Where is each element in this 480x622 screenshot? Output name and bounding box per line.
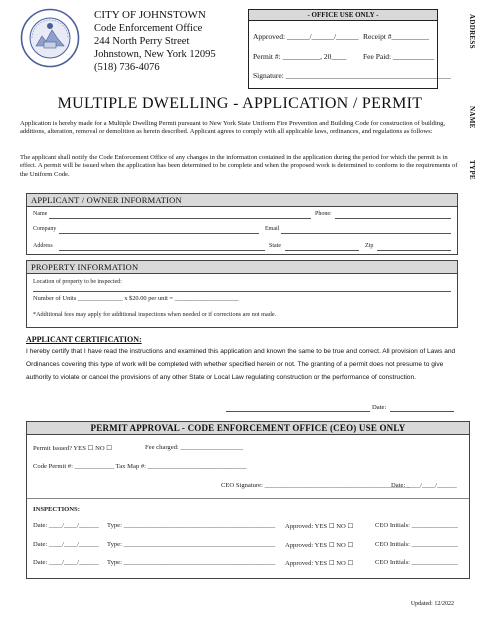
street-address: 244 North Perry Street (94, 36, 190, 47)
name-label: Name (33, 211, 48, 217)
permit-approval-section (26, 421, 470, 579)
email-input[interactable] (281, 233, 451, 234)
inspection-type-field[interactable]: Type: ______________________________________________ (107, 522, 276, 529)
property-information-section (26, 260, 458, 328)
fee-paid-field[interactable]: Fee Paid: ___________ (363, 52, 435, 61)
office-signature-field[interactable]: Signature: ____________________________________________ (253, 71, 451, 80)
approval-section-header: PERMIT APPROVAL - CODE ENFORCEMENT OFFICE (CEO) USE ONLY (27, 422, 469, 435)
state-input[interactable] (285, 250, 359, 251)
approval-divider (27, 498, 469, 499)
inspection-type-field[interactable]: Type: ______________________________________________ (107, 541, 276, 548)
intro-paragraph-1: Application is hereby made for a Multiple Dwelling Permit pursuant to New York State Uniform Fire Prevention and Building Code for construction of building, additions, alteration, removal or demolition as herein described. Applicant agrees to comply with all applicable laws, ordinances, and regulations as follows: (20, 120, 446, 136)
address-input[interactable] (59, 250, 265, 251)
zip-label: Zip (365, 243, 374, 249)
inspection-type-field[interactable]: Type: ______________________________________________ (107, 559, 276, 566)
inspection-ceo-initials-field[interactable]: CEO Initials: ______________ (375, 559, 458, 566)
property-section-header: PROPERTY INFORMATION (27, 261, 457, 274)
fee-charged-field[interactable]: Fee charged: ___________________ (145, 444, 244, 451)
certification-date-input[interactable] (390, 411, 454, 412)
inspection-date-field[interactable]: Date: ____/____/______ (33, 541, 99, 548)
company-label: Company (33, 226, 57, 232)
office-address-block (94, 9, 216, 74)
certification-heading: APPLICANT CERTIFICATION: (26, 335, 142, 344)
intro-paragraph-2: The applicant shall notify the Code Enforcement Office of any changes in the information contained in the application during the period for which the permit is in effect. A permit will be issued when the application has been determined to be complete and when the proposed work is determined to conform to the requirements of the Uniform Code. (20, 154, 458, 178)
city-state-zip: Johnstown, New York 12095 (94, 49, 216, 60)
inspection-approved-checkboxes[interactable]: Approved: YES ☐ NO ☐ (285, 560, 354, 567)
page-title: MULTIPLE DWELLING - APPLICATION / PERMIT (57, 95, 423, 112)
inspections-label: INSPECTIONS: (33, 506, 80, 513)
approved-field[interactable]: Approved: ______/______/______ (253, 32, 359, 41)
email-label: Email (265, 226, 280, 232)
phone-label: Phone: (315, 211, 332, 217)
inspection-approved-checkboxes[interactable]: Approved: YES ☐ NO ☐ (285, 542, 354, 549)
side-label-type: TYPE (468, 160, 476, 180)
phone-input[interactable] (335, 218, 451, 219)
city-name: CITY OF JOHNSTOWN (94, 9, 206, 21)
ceo-signature-field[interactable]: CEO Signature: ____________________________________________ (221, 482, 410, 489)
additional-fees-note: *Additional fees may apply for additional inspections when needed or if corrections are not made. (33, 311, 277, 318)
office-phone: (518) 736-4076 (94, 62, 160, 73)
permit-issued-checkboxes[interactable]: Permit Issued? YES ☐ NO ☐ (33, 445, 113, 452)
department-name: Code Enforcement Office (94, 23, 203, 34)
company-input[interactable] (59, 233, 259, 234)
side-label-name: NAME (468, 106, 476, 129)
location-input[interactable] (33, 291, 451, 292)
units-field[interactable]: Number of Units ______________ x $20.00 per unit = ____________________ (33, 295, 239, 302)
receipt-field[interactable]: Receipt #__________ (363, 32, 430, 41)
address-label: Address (33, 243, 53, 249)
inspection-date-field[interactable]: Date: ____/____/______ (33, 522, 99, 529)
applicant-section-header: APPLICANT / OWNER INFORMATION (27, 194, 457, 207)
side-label-address: ADDRESS (468, 14, 476, 49)
zip-input[interactable] (377, 250, 451, 251)
location-label: Location of property to be inspected: (33, 279, 122, 285)
applicant-owner-section (26, 193, 458, 255)
name-input[interactable] (49, 218, 311, 219)
ceo-date-field[interactable]: Date: ____/____/______ (391, 482, 457, 489)
office-use-box (248, 9, 451, 89)
inspection-approved-checkboxes[interactable]: Approved: YES ☐ NO ☐ (285, 523, 354, 530)
inspection-date-field[interactable]: Date: ____/____/______ (33, 559, 99, 566)
certification-text: I hereby certify that I have read the instructions and examined this application and known the same to be true and correct. All provision of Laws and Ordinances covering this type of work will be completed with whether specified herein or not. The granting of a permit does not presume to give authority to violate or cancel the provisions of any other State or Local Law regulating construction or the performance of construction. (26, 348, 456, 381)
applicant-signature-line[interactable] (226, 411, 370, 412)
inspection-ceo-initials-field[interactable]: CEO Initials: ______________ (375, 541, 458, 548)
office-use-header: - OFFICE USE ONLY - (249, 10, 437, 21)
inspection-ceo-initials-field[interactable]: CEO Initials: ______________ (375, 522, 458, 529)
state-label: State (269, 243, 281, 249)
city-seal-logo (20, 8, 80, 68)
certification-date-label: Date: (372, 404, 387, 411)
permit-number-field[interactable]: Permit #: __________, 20____ (253, 52, 347, 61)
updated-date: Updated: 12/2022 (410, 601, 454, 607)
code-permit-taxmap-field[interactable]: Code Permit #: ____________ Tax Map #: ______________________________ (33, 463, 247, 470)
